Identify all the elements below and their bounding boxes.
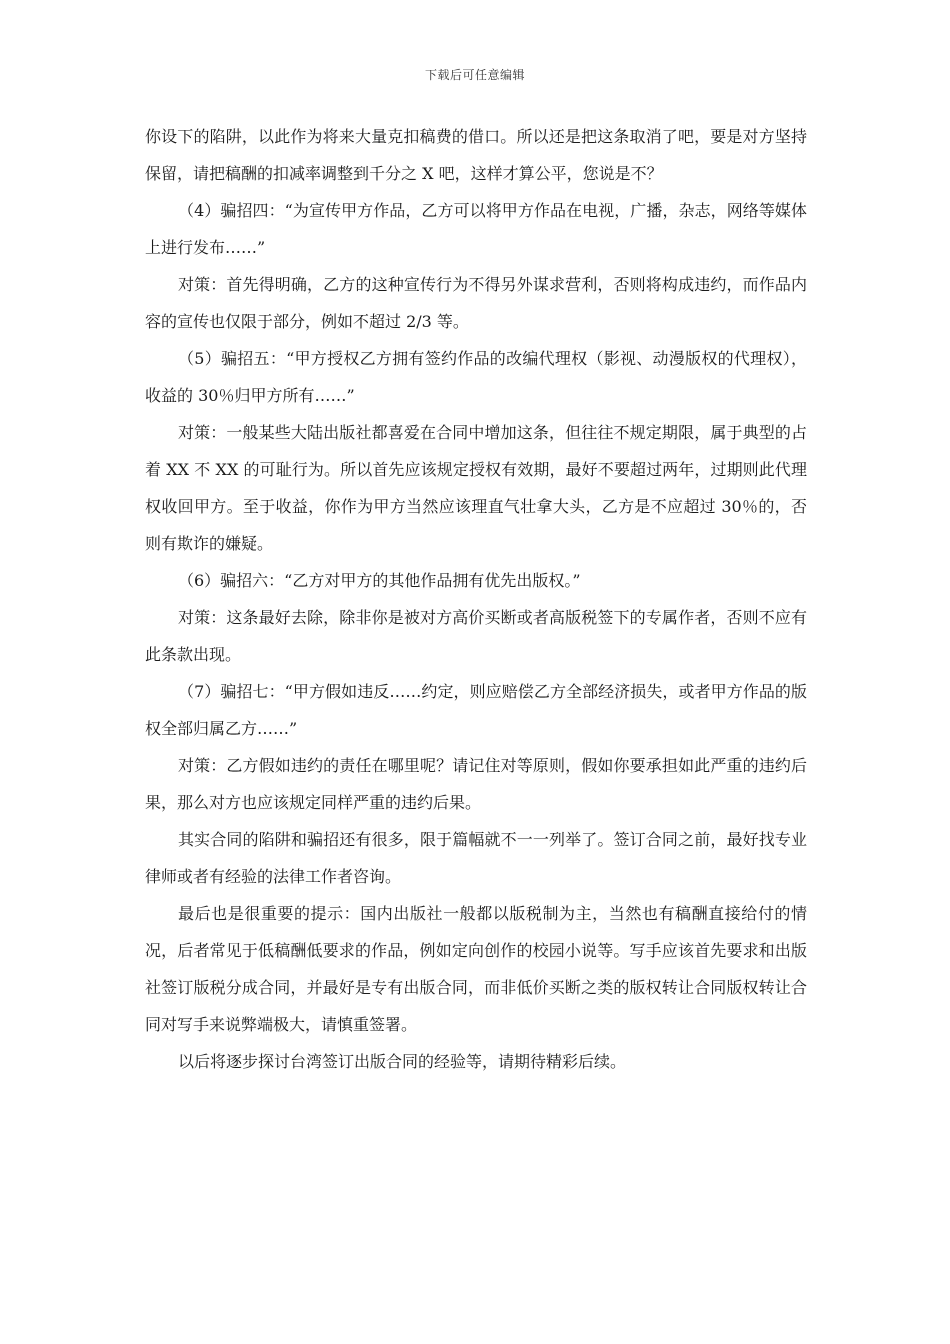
paragraph: 对策：这条最好去除，除非你是被对方高价买断或者高版税签下的专属作者，否则不应有此条款出现。 xyxy=(145,608,807,664)
paragraph: 对策：乙方假如违约的责任在哪里呢？请记住对等原则，假如你要承担如此严重的违约后果，那么对方也应该规定同样严重的违约后果。 xyxy=(145,756,807,812)
paragraph: 对策：首先得明确，乙方的这种宣传行为不得另外谋求营利，否则将构成违约，而作品内容的宣传也仅限于部分，例如不超过 2/3 等。 xyxy=(145,275,807,331)
page-header: 下载后可任意编辑 xyxy=(424,68,525,82)
paragraph: （4）骗招四：“为宣传甲方作品，乙方可以将甲方作品在电视，广播，杂志，网络等媒体上进行发布……” xyxy=(145,201,807,257)
document-body xyxy=(145,118,807,1080)
paragraph: 对策：一般某些大陆出版社都喜爱在合同中增加这条，但往往不规定期限，属于典型的占着 XX 不 XX 的可耻行为。所以首先应该规定授权有效期，最好不要超过两年，过期则此代理权收回甲方。至于收益，你作为甲方当然应该理直气壮拿大头，乙方是不应超过 30％的，否则有欺诈的嫌疑。 xyxy=(145,423,807,553)
paragraph: 其实合同的陷阱和骗招还有很多，限于篇幅就不一一列举了。签订合同之前，最好找专业律师或者有经验的法律工作者咨询。 xyxy=(145,830,807,886)
paragraph: 最后也是很重要的提示：国内出版社一般都以版税制为主，当然也有稿酬直接给付的情况，后者常见于低稿酬低要求的作品，例如定向创作的校园小说等。写手应该首先要求和出版社签订版税分成合同，并最好是专有出版合同，而非低价买断之类的版权转让合同版权转让合同对写手来说弊端极大，请慎重签署。 xyxy=(145,904,807,1034)
paragraph: （7）骗招七：“甲方假如违反……约定，则应赔偿乙方全部经济损失，或者甲方作品的版权全部归属乙方……” xyxy=(145,682,807,738)
paragraph: 你设下的陷阱，以此作为将来大量克扣稿费的借口。所以还是把这条取消了吧，要是对方坚持保留，请把稿酬的扣减率调整到千分之 X 吧，这样才算公平，您说是不？ xyxy=(145,127,807,183)
paragraph: 以后将逐步探讨台湾签订出版合同的经验等，请期待精彩后续。 xyxy=(178,1052,627,1071)
paragraph: （5）骗招五：“甲方授权乙方拥有签约作品的改编代理权（影视、动漫版权的代理权），收益的 30％归甲方所有……” xyxy=(145,349,807,405)
paragraph: （6）骗招六：“乙方对甲方的其他作品拥有优先出版权。” xyxy=(178,571,581,590)
